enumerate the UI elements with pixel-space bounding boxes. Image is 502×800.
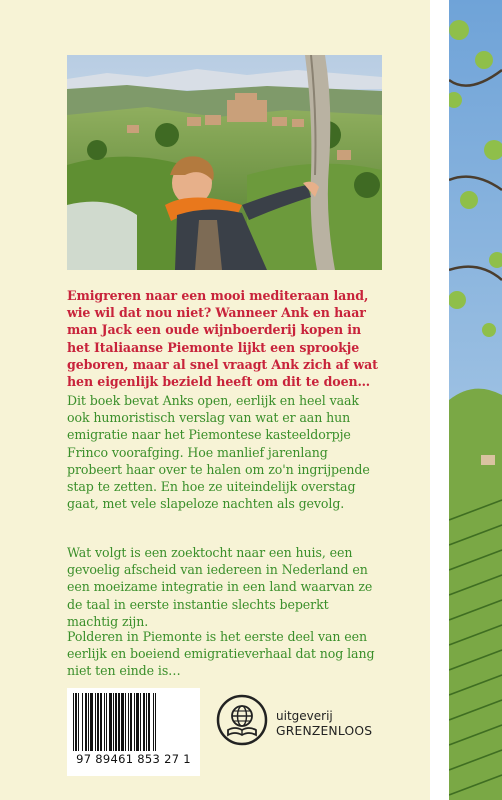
isbn-number: 97 89461 853 27 1 [76,752,191,766]
blurb-paragraph-2: Dit boek bevat Anks open, eerlijk en heel vaak ook humoristisch verslag van wat er aan hun emigratie naar het Piemontese kasteeldorpje Frinco voorafging. Hoe manlief jarenlang probeert haar over te halen om zo'n ingrijpende stap te zetten. En hoe ze uiteindelijk overstag gaat, met vele slapeloze nachten als gevolg. [67,393,370,512]
publisher-name-line-1: uitgeverij [276,709,333,723]
spine-gap [430,0,449,800]
blurb-paragraph-4: Polderen in Piemonte is het eerste deel van een eerlijk en boeiend emigratieverhaal dat nog lang niet ten einde is… [67,629,375,679]
blurb-intro-paragraph: Emigreren naar een mooi mediteraan land, wie wil dat nou niet? Wanneer Ank en haar man Jack een oude wijnboerderij kopen in het Italiaanse Piemonte lijkt een sprookje geboren, maar al snel vraagt Ank zich af wat hen eigenlijk bezield heeft om dit te doen… [67,288,378,390]
barcode-bars [73,693,194,751]
publisher-name-line-2: GRENZENLOOS [276,724,373,738]
front-cover-edge [449,0,502,800]
publisher-name [276,709,372,739]
globe-book-icon [216,694,268,746]
isbn-barcode [67,688,200,776]
author-photo [67,55,382,270]
blurb-paragraph-3: Wat volgt is een zoektocht naar een huis, een gevoelig afscheid van iedereen in Nederland en een moeizame integratie in een land waarvan ze de taal in eerste instantie slechts beperkt machtig zijn. [67,545,373,629]
